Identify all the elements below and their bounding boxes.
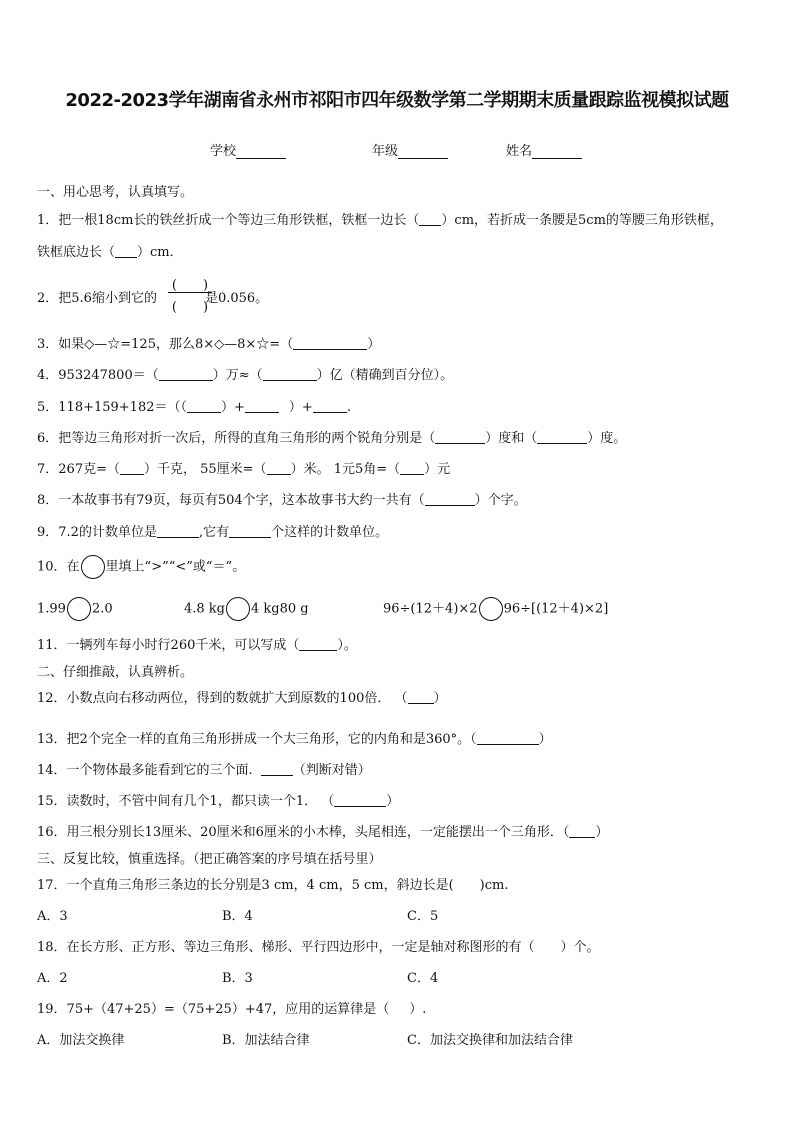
question-1-cont: 铁框底边长（ ）cm． — [37, 245, 183, 260]
grade-field — [372, 140, 448, 159]
name-blank[interactable] — [532, 144, 582, 159]
answer-blank[interactable] — [419, 212, 441, 226]
answer-blank[interactable] — [293, 336, 367, 350]
school-field — [210, 140, 286, 159]
question-8: 8．一本故事书有79页，每页有504个字，这本故事书大约一共有（ ）个字。 — [37, 493, 527, 508]
fraction-denominator: ( ) — [171, 300, 209, 315]
fraction-numerator: ( ) — [171, 278, 209, 293]
answer-blank[interactable] — [120, 461, 144, 475]
option-c[interactable]: C．5 — [407, 909, 439, 924]
option-c[interactable]: C．4 — [407, 971, 439, 986]
answer-blank[interactable] — [229, 524, 271, 538]
question-3: 3．如果◇—☆=125，那么8×◇—8×☆=（ ） — [37, 337, 381, 352]
answer-blank[interactable] — [400, 461, 424, 475]
question-12: 12．小数点向右移动两位，得到的数就扩大到原数的100倍． （ ） — [37, 691, 447, 706]
answer-blank[interactable] — [537, 430, 587, 444]
question-15: 15．读数时，不管中间有几个1，都只读一个1． （ ） — [37, 794, 400, 809]
answer-blank[interactable] — [425, 492, 475, 506]
grade-blank[interactable] — [398, 144, 448, 159]
compare-item-1: 1.99 2.0 — [37, 597, 113, 621]
option-b[interactable]: B．加法结合律 — [222, 1033, 310, 1048]
answer-blank[interactable] — [263, 367, 317, 381]
answer-blank[interactable] — [267, 461, 291, 475]
option-a[interactable]: A．3 — [37, 909, 68, 924]
question-2: 2．把5.6缩小到它的 是0.056。 — [37, 291, 269, 306]
answer-blank[interactable] — [115, 244, 137, 258]
question-7: 7．267克=（ ）千克， 55厘米=（ ）米。 1元5角=（ ）元 — [37, 462, 451, 477]
name-field — [506, 140, 582, 159]
question-11: 11．一辆列车每小时行260千米，可以写成（ ）。 — [37, 638, 357, 653]
option-a[interactable]: A．2 — [37, 971, 68, 986]
answer-blank[interactable] — [157, 524, 199, 538]
fraction-bar — [168, 292, 212, 293]
name-label: 姓名 — [506, 144, 533, 159]
grade-label: 年级 — [372, 144, 399, 159]
question-10: 10．在 里填上“>”“<”或“＝”。 — [37, 555, 245, 579]
question-13: 13．把2个完全一样的直角三角形拼成一个大三角形，它的内角和是360°。（ ） — [37, 732, 552, 747]
question-14: 14．一个物体最多能看到它的三个面. （判断对错） — [37, 763, 371, 778]
question-16: 16．用三根分别长13厘米、20厘米和6厘米的小木棒，头尾相连，一定能摆出一个三角形．（ ） — [37, 825, 609, 840]
question-5: 5．118+159+182＝（（ ）+ ）+ . — [37, 400, 351, 415]
answer-blank[interactable] — [159, 367, 213, 381]
compare-circle[interactable] — [67, 597, 91, 621]
answer-blank[interactable] — [334, 793, 386, 807]
question-4: 4．953247800＝（ ）万≈（ ）亿（精确到百分位）。 — [37, 368, 454, 383]
compare-item-2: 4.8 kg 4 kg80 g — [184, 597, 309, 621]
question-6: 6．把等边三角形对折一次后，所得的直角三角形的两个锐角分别是（ ）度和（ ）度。 — [37, 431, 627, 446]
answer-blank[interactable] — [408, 690, 434, 704]
compare-circle[interactable] — [479, 597, 503, 621]
question-1: 1．把一根18cm长的铁丝折成一个等边三角形铁框，铁框一边长（ ）cm，若折成一条腰是5cm的等腰三角形铁框， — [37, 213, 723, 228]
section-2-heading: 二、仔细推敲，认真辨析。 — [37, 665, 194, 680]
answer-blank[interactable] — [187, 399, 221, 413]
question-19: 19．75+（47+25）=（75+25）+47，应用的运算律是（ ）. — [37, 1002, 427, 1017]
option-b[interactable]: B．3 — [222, 971, 253, 986]
compare-circle[interactable] — [226, 597, 250, 621]
answer-blank[interactable] — [313, 399, 347, 413]
option-b[interactable]: B．4 — [222, 909, 253, 924]
section-3-heading: 三、反复比较，慎重选择。（把正确答案的序号填在括号里） — [37, 852, 382, 867]
question-9: 9．7.2的计数单位是 ,它有 个这样的计数单位。 — [37, 525, 389, 540]
compare-circle[interactable] — [81, 555, 105, 579]
section-1-heading: 一、用心思考，认真填写。 — [37, 185, 194, 200]
option-c[interactable]: C．加法交换律和加法结合律 — [407, 1033, 573, 1048]
answer-blank[interactable] — [245, 399, 279, 413]
option-a[interactable]: A．加法交换律 — [37, 1033, 125, 1048]
answer-blank[interactable] — [261, 762, 293, 776]
answer-blank[interactable] — [435, 430, 485, 444]
compare-item-3: 96÷(12＋4)×2 96÷[(12＋4)×2] — [383, 597, 608, 621]
school-blank[interactable] — [236, 144, 286, 159]
answer-blank[interactable] — [477, 731, 539, 745]
question-18: 18．在长方形、正方形、等边三角形、梯形、平行四边形中，一定是轴对称图形的有（ ）个。 — [37, 940, 600, 955]
answer-blank[interactable] — [299, 637, 337, 651]
answer-blank[interactable] — [569, 824, 595, 838]
page-title: 2022-2023学年湖南省永州市祁阳市四年级数学第二学期期末质量跟踪监视模拟试题 — [65, 90, 729, 111]
school-label: 学校 — [210, 144, 237, 159]
question-17: 17．一个直角三角形三条边的长分别是3 cm，4 cm，5 cm，斜边长是( )cm. — [37, 878, 509, 893]
